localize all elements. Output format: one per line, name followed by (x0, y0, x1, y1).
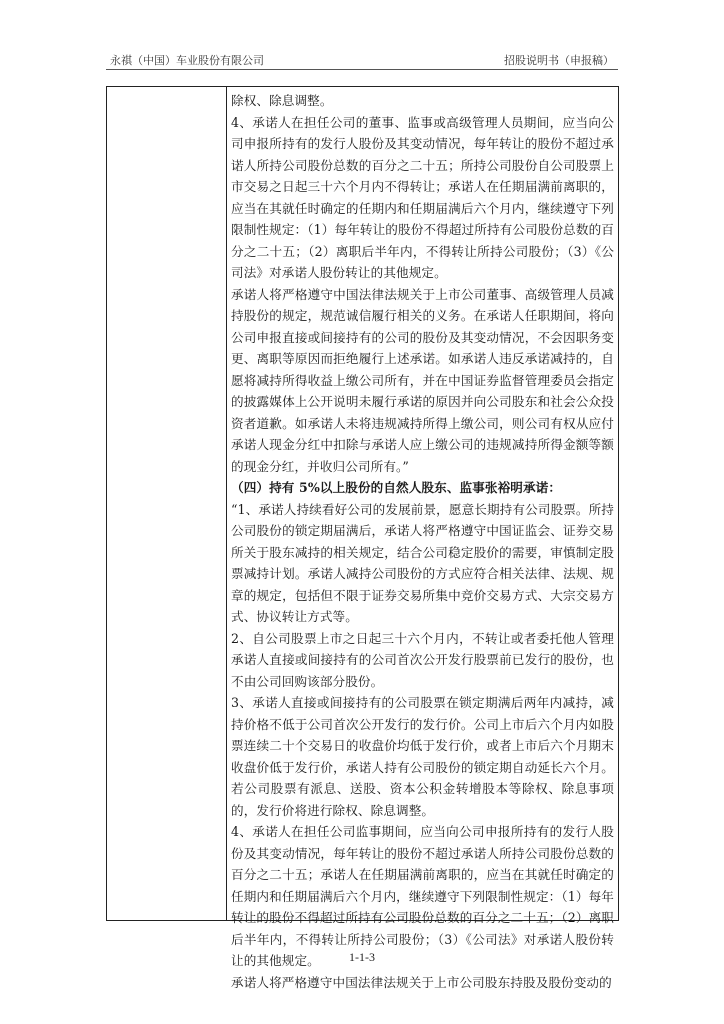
company-name: 永祺（中国）车业股份有限公司 (110, 54, 264, 67)
paragraph: 4、承诺人在担任公司的董事、监事或高级管理人员期间，应当向公司申报所持有的发行人股份及其变动情况，每年转让的股份不超过承诺人所持公司股份总数的百分之二十五；所持公司股份自公司股票上市交易之日起三十六个月内不得转让；承诺人在任期届满前离职的，应当在其就任时确定的任期内和任期届满后六个月内，继续遵守下列限制性规定：（1）每年转让的股份不得超过所持有公司股份总数的百分之二十五；（2）离职后半年内，不得转让所持公司股份；（3）《公司法》对承诺人股份转让的其他规定。 (231, 114, 614, 280)
page-number: 1-1-3 (349, 950, 375, 964)
section-heading: （四）持有 5%以上股份的自然人股东、监事张裕明承诺： (231, 480, 562, 495)
paragraph: 承诺人将严格遵守中国法律法规关于上市公司董事、高级管理人员减持股份的规定，规范诚信履行相关的义务。在承诺人任职期间，将向公司申报直接或间接持有的公司的股份及其变动情况，不会因职务变更、离职等原因而拒绝履行上述承诺。如承诺人违反承诺减持的，自愿将减持所得收益上缴公司所有，并在中国证券监督管理委员会指定的披露媒体上公开说明未履行承诺的原因并向公司股东和社会公众投资者道歉。如承诺人未将违规减持所得上缴公司，则公司有权从应付承诺人现金分红中扣除与承诺人应上缴公司的违规减持所得金额等额的现金分红，并收归公司所有。” (231, 286, 614, 474)
table-label-cell (107, 87, 227, 920)
page-header (106, 52, 618, 68)
document-type: 招股说明书（申报稿） (504, 54, 614, 67)
paragraph: “1、承诺人持续看好公司的发展前景，愿意长期持有公司股票。所持公司股份的锁定期届满后，承诺人将严格遵守中国证监会、证券交易所关于股东减持的相关规定，结合公司稳定股价的需要，审慎制定股票减持计划。承诺人减持公司股份的方式应符合相关法律、法规、规章的规定，包括但不限于证券交易所集中竞价交易方式、大宗交易方式、协议转让方式等。 (231, 501, 614, 624)
paragraph: 2、自公司股票上市之日起三十六个月内，不转让或者委托他人管理承诺人直接或间接持有的公司首次公开发行股票前已发行的股份，也不由公司回购该部分股份。 (231, 630, 614, 689)
header-divider (106, 69, 618, 70)
paragraph: 4、承诺人在担任公司监事期间，应当向公司申报所持有的发行人股份及其变动情况，每年转让的股份不超过承诺人所持公司股份总数的百分之二十五；承诺人在任期届满前离职的，应当在其就任时确定的任期内和任期届满后六个月内，继续遵守下列限制性规定：（1）每年转让的股份不得超过所持有公司股份总数的百分之二十五；（2）离职后半年内，不得转让所持公司股份；（3）《公司法》对承诺人股份转让的其他规定。 (231, 824, 614, 968)
paragraph: 3、承诺人直接或间接持有的公司股票在锁定期满后两年内减持，减持价格不低于公司首次公开发行的发行价。公司上市后六个月内如股票连续二十个交易日的收盘价均低于发行价，或者上市后六个月期末收盘价低于发行价，承诺人持有公司股份的锁定期自动延长六个月。若公司股票有派息、送股、资本公积金转增股本等除权、除息事项的，发行价将进行除权、除息调整。 (231, 695, 614, 818)
paragraph: 承诺人将严格遵守中国法律法规关于上市公司股东持股及股份变动的 (231, 974, 612, 990)
paragraph: 除权、除息调整。 (231, 93, 333, 108)
